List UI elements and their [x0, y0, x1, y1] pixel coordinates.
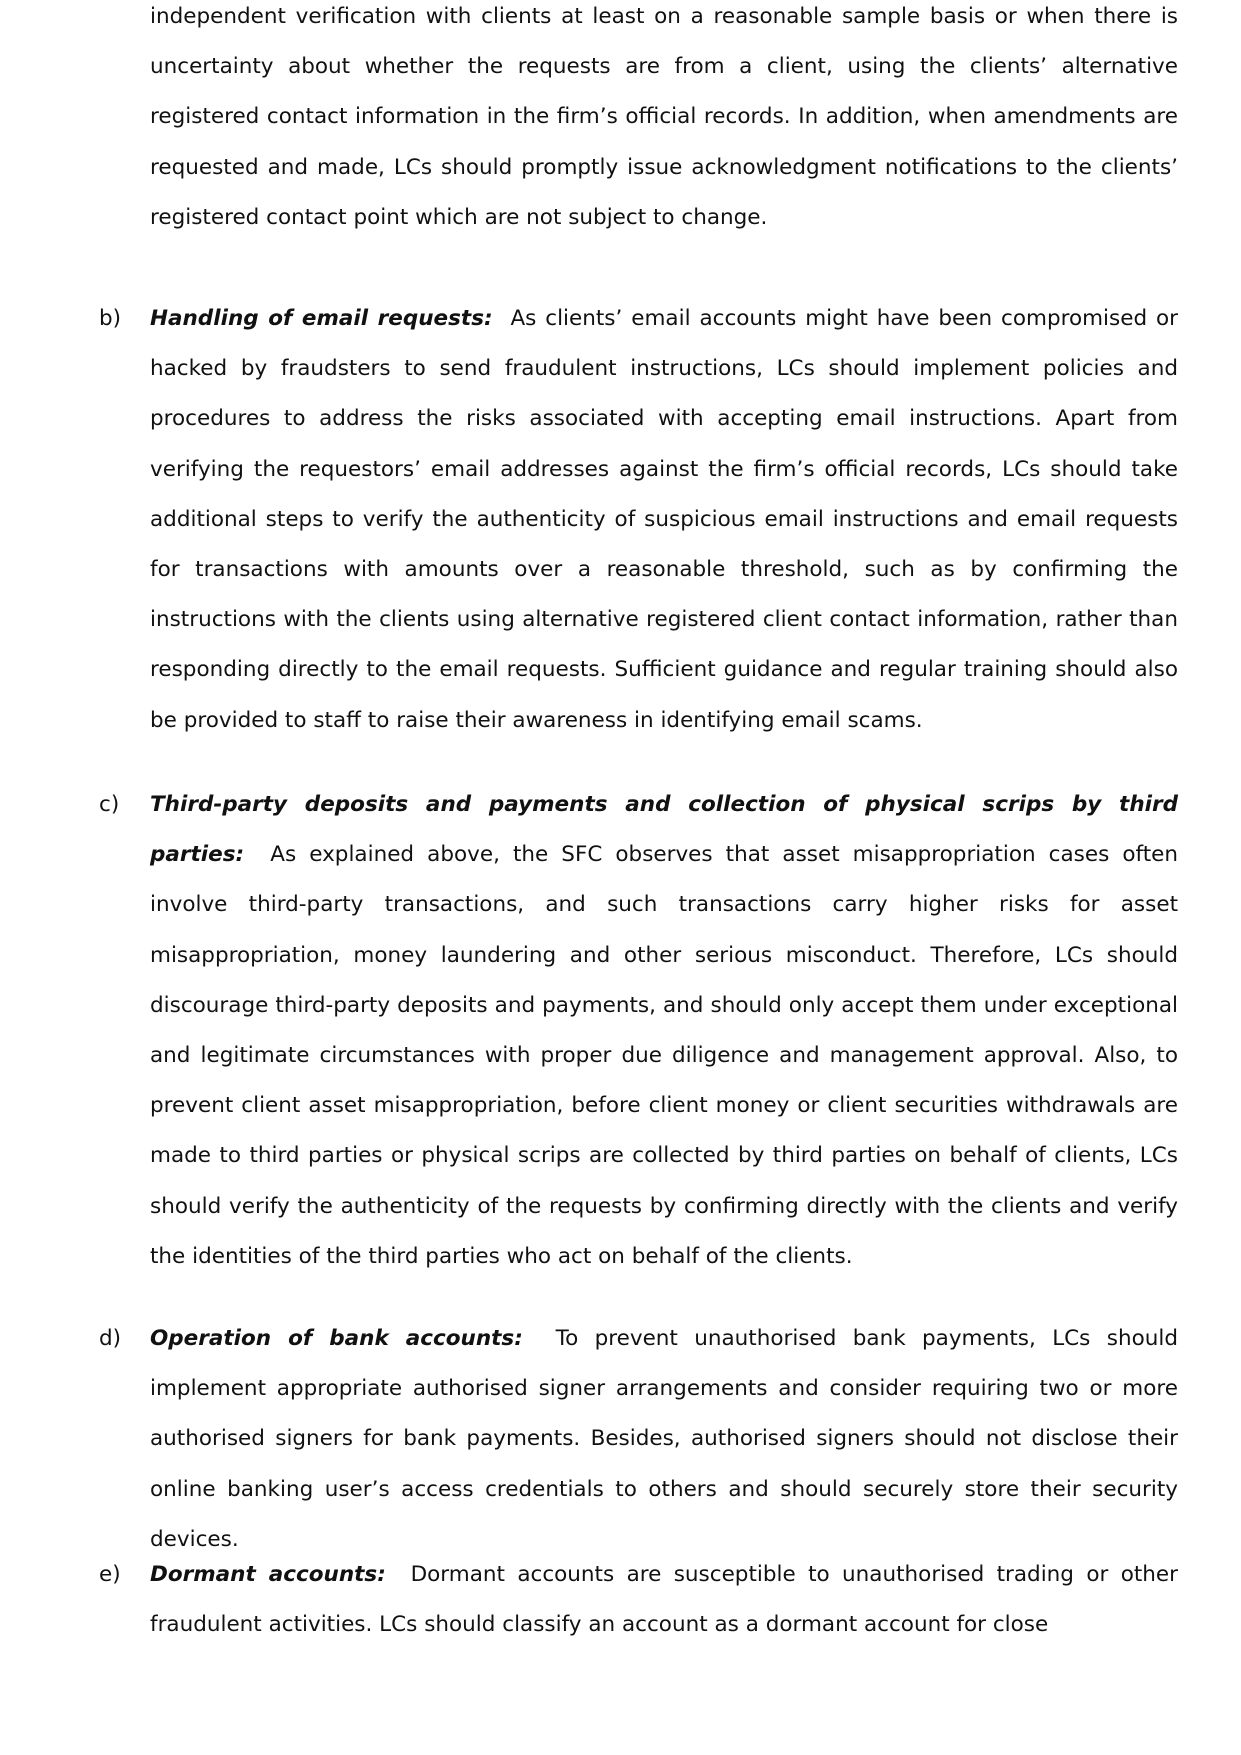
item-marker-d: d)	[99, 1326, 122, 1351]
paragraph-dormant-accounts	[150, 1550, 1178, 1650]
paragraph-bank-accounts	[150, 1314, 1178, 1565]
heading-dormant-accounts: Dormant accounts:	[150, 1562, 386, 1587]
paragraph-email-requests	[150, 294, 1178, 746]
paragraph-third-party	[150, 780, 1178, 1282]
body-bank-accounts: To prevent unauthorised bank payments, LCs should implement appropriate authorised signer arrangements and consider requiring two or more authorised signers for bank payments. Besides, authorised signers should not disclose their online banking user’s access credentials to others and should securely store their security devices.	[150, 1326, 1178, 1552]
heading-email-requests: Handling of email requests:	[150, 306, 493, 331]
heading-third-party: Third-party deposits and payments and collection of physical scrips by third parties:	[150, 792, 1178, 868]
body-email-requests: As clients’ email accounts might have been compromised or hacked by fraudsters to send fraudulent instructions, LCs should implement policies and procedures to address the risks associated with accepting email instructions. Apart from verifying the requestors’ email addresses against the firm’s official records, LCs should take additional steps to verify the authenticity of suspicious email instructions and email requests for transactions with amounts over a reasonable threshold, such as by confirming the instructions with the clients using alternative registered client contact information, rather than responding directly to the email requests. Sufficient guidance and regular training should also be provided to staff to raise their awareness in identifying email scams.	[150, 306, 1179, 733]
body-dormant-accounts: Dormant accounts are susceptible to unauthorised trading or other fraudulent activities. LCs should classify an account as a dormant account for close	[150, 1562, 1178, 1638]
continuation-paragraph: independent verification with clients at least on a reasonable sample basis or when there is uncertainty about whether the requests are from a client, using the clients’ alternative registered contact information in the firm’s official records. In addition, when amendments are requested and made, LCs should promptly issue acknowledgment notifications to the clients’ registered contact point which are not subject to change.	[150, 4, 1178, 230]
body-third-party: As explained above, the SFC observes that asset misappropriation cases often involve third-party transactions, and such transactions carry higher risks for asset misappropriation, money laundering and other serious misconduct. Therefore, LCs should discourage third-party deposits and payments, and should only accept them under exceptional and legitimate circumstances with proper due diligence and management approval. Also, to prevent client asset misappropriation, before client money or client securities withdrawals are made to third parties or physical scrips are collected by third parties on behalf of clients, LCs should verify the authenticity of the requests by confirming directly with the clients and verify the identities of the third parties who act on behalf of the clients.	[150, 842, 1178, 1269]
item-marker-b: b)	[99, 306, 122, 331]
item-marker-c: c)	[99, 792, 120, 817]
item-marker-e: e)	[99, 1562, 121, 1587]
heading-bank-accounts: Operation of bank accounts:	[150, 1326, 523, 1351]
